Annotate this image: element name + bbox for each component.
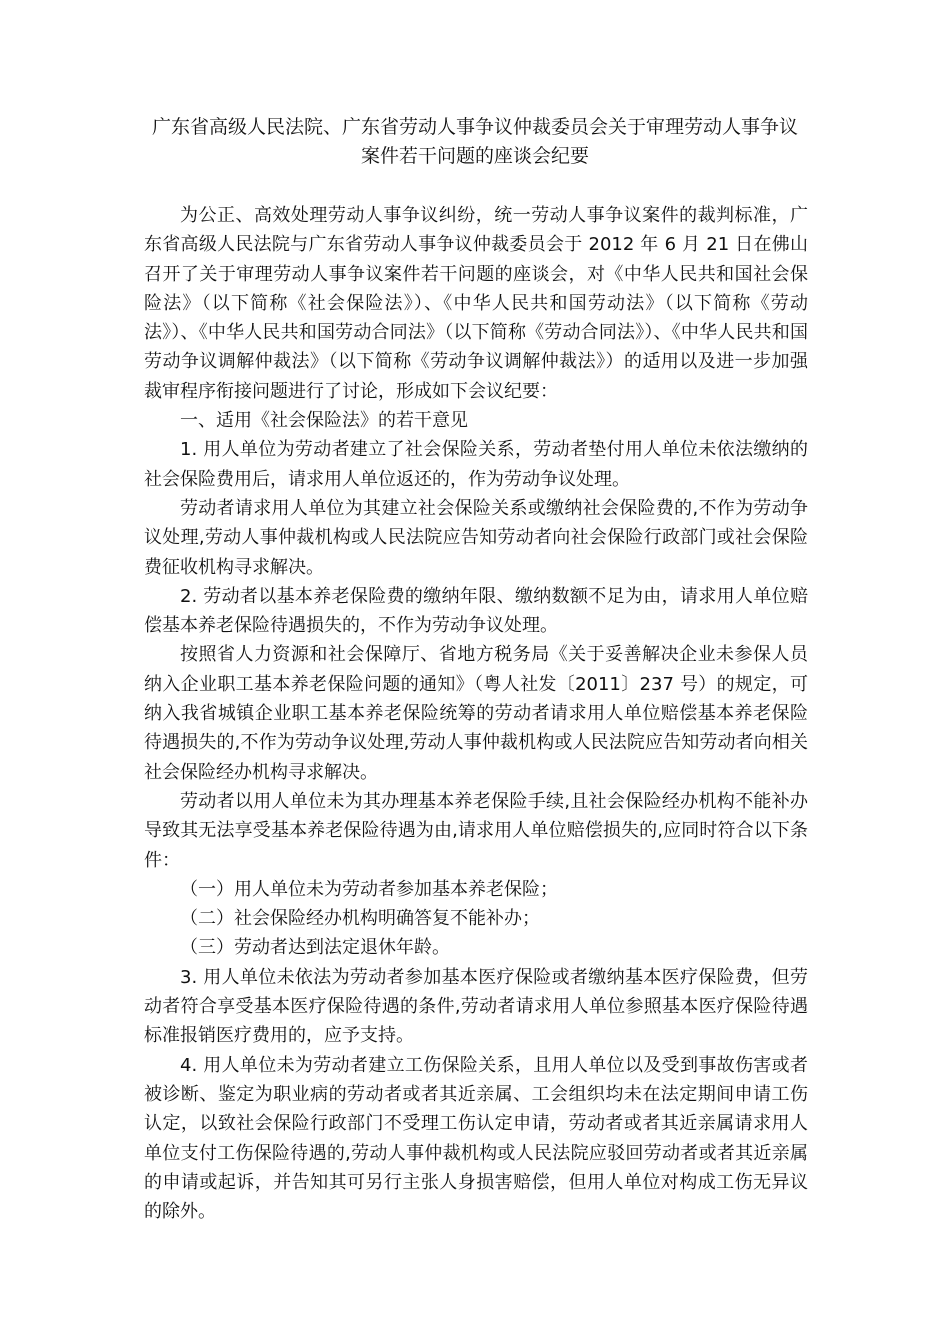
- intro-paragraph: 为公正、高效处理劳动人事争议纠纷，统一劳动人事争议案件的裁判标准，广东省高级人民法院与广东省劳动人事争议仲裁委员会于 2012 年 6 月 21 日在佛山召开了关于审理劳动人事争议案件若干问题的座谈会，对《中华人民共和国社会保险法》（以下简称《社会保险法》）、《中华人民共和国劳动法》（以下简称《劳动法》）、《中华人民共和国劳动合同法》（以下简称《劳动合同法》）、《中华人民共和国劳动争议调解仲裁法》（以下简称《劳动争议调解仲裁法》）的适用以及进一步加强裁审程序衔接问题进行了讨论，形成如下会议纪要：: [144, 205, 808, 402]
- document-body: [144, 201, 808, 1226]
- paragraph: 劳动者以用人单位未为其办理基本养老保险手续,且社会保险经办机构不能补办导致其无法享受基本养老保险待遇为由,请求用人单位赔偿损失的,应同时符合以下条件：: [144, 790, 808, 871]
- condition-item: （二）社会保险经办机构明确答复不能补办；: [180, 908, 540, 930]
- paragraph: 4. 用人单位未为劳动者建立工伤保险关系，且用人单位以及受到事故伤害或者被诊断、鉴定为职业病的劳动者或者其近亲属、工会组织均未在法定期间申请工伤认定，以致社会保险行政部门不受理工伤认定申请，劳动者或者其近亲属请求用人单位支付工伤保险待遇的,劳动人事仲裁机构或人民法院应驳回劳动者或者其近亲属的申请或起诉，并告知其可另行主张人身损害赔偿，但用人单位对构成工伤无异议的除外。: [144, 1054, 808, 1223]
- document-title-line-2: 案件若干问题的座谈会纪要: [360, 145, 589, 167]
- condition-item: （三）劳动者达到法定退休年龄。: [180, 937, 450, 959]
- paragraph: 1. 用人单位为劳动者建立了社会保险关系，劳动者垫付用人单位未依法缴纳的社会保险费用后，请求用人单位返还的，作为劳动争议处理。: [144, 439, 808, 490]
- paragraph: 2. 劳动者以基本养老保险费的缴纳年限、缴纳数额不足为由，请求用人单位赔偿基本养老保险待遇损失的，不作为劳动争议处理。: [144, 585, 808, 637]
- paragraph: 按照省人力资源和社会保障厅、省地方税务局《关于妥善解决企业未参保人员纳入企业职工基本养老保险问题的通知》（粤人社发〔2011〕237 号）的规定，可纳入我省城镇企业职工基本养老保险统筹的劳动者请求用人单位赔偿基本养老保险待遇损失的,不作为劳动争议处理,劳动人事仲裁机构或人民法院应告知劳动者向相关社会保险经办机构寻求解决。: [144, 644, 808, 783]
- paragraph: 劳动者请求用人单位为其建立社会保险关系或缴纳社会保险费的,不作为劳动争议处理,劳动人事仲裁机构或人民法院应告知劳动者向社会保险行政部门或社会保险费征收机构寻求解决。: [144, 497, 808, 578]
- condition-item: （一）用人单位未为劳动者参加基本养老保险；: [180, 878, 558, 900]
- document-title-line-1: 广东省高级人民法院、广东省劳动人事争议仲裁委员会关于审理劳动人事争议: [151, 116, 798, 138]
- section-heading: 一、适用《社会保险法》的若干意见: [180, 410, 468, 432]
- paragraph: 3. 用人单位未依法为劳动者参加基本医疗保险或者缴纳基本医疗保险费，但劳动者符合享受基本医疗保险待遇的条件,劳动者请求用人单位参照基本医疗保险待遇标准报销医疗费用的，应予支持。: [144, 966, 808, 1047]
- document-title: [130, 113, 820, 171]
